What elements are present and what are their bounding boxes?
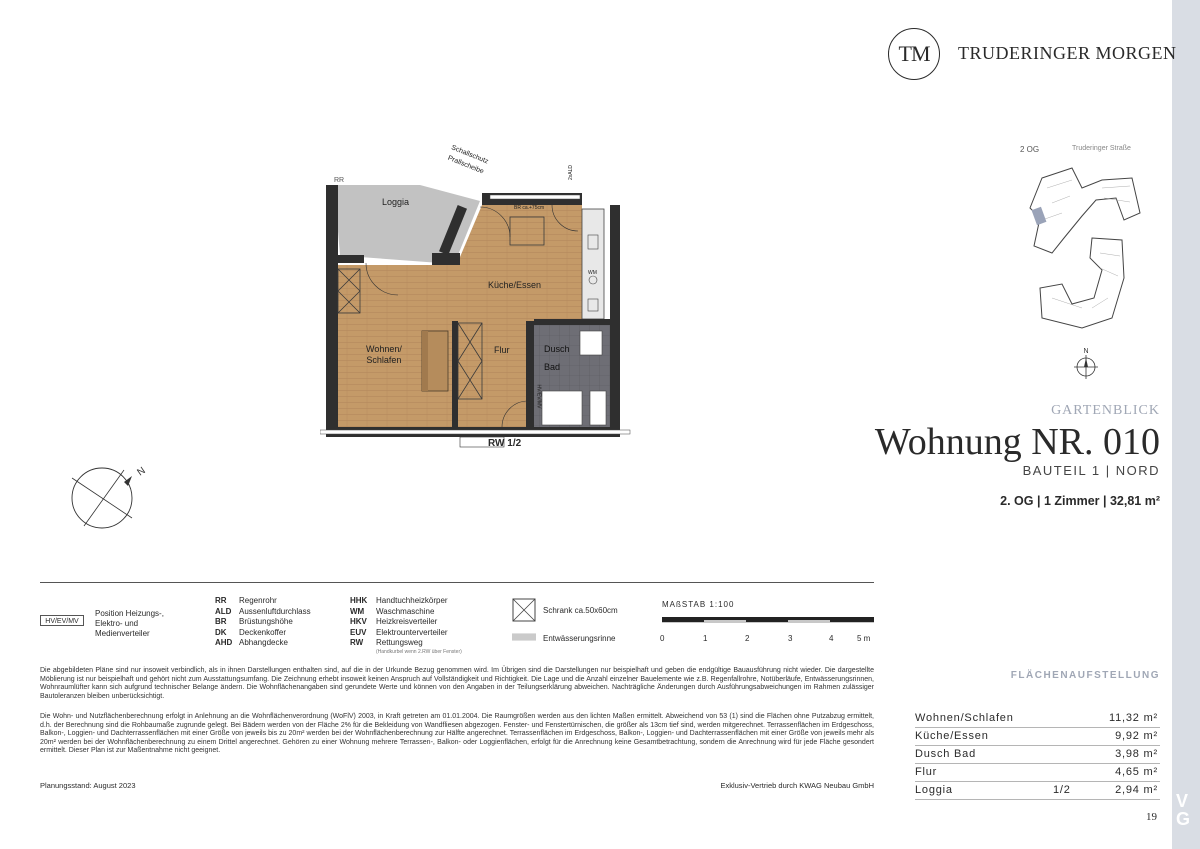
plan-date: Planungsstand: August 2023	[40, 781, 136, 790]
disclaimer-plans: Die abgebildeten Pläne sind nur insoweit verbindlich, als in ihnen Darstellungen enthalten sind, auf die in der Urkunde Bezug genommen wird. Im Übrigen sind die Darstellungen nur beispielhaft und geben die endgültige Bauausführung nicht wieder. Die dargestellte Möblierung ist nur beispielhaft und gehört nicht zum Ausstattungsumfang. Die Zeichnung erhebt insoweit keinen Anspruch auf Vollständigkeit und Richtigkeit. Die Lage und die Anzahl einzelner Bauelemente wie z.B. Regenfallrohre, Notüberläufe, Entwässerungsrinnen, Wohnraumlüfter kann sich aufgrund technischer Belange ändern. Die Wohnflächenangaben sind gerundete Werte und können von den Angaben in der Teilungserklärung abweichen. Nachträgliche Änderungen durch Ausführungsabweichungen im Rahmen zulässiger Bautoleranzen bleiben unberücksichtigt.	[40, 667, 874, 700]
area-row: Flur 4,65 m²	[915, 764, 1160, 782]
area-table-title: FLÄCHENAUFSTELLUNG	[1010, 670, 1160, 681]
page-title: Wohnung NR. 010	[874, 421, 1160, 463]
abbr-row: AHD Abhangdecke	[215, 638, 288, 647]
ald-label: 2xALD	[568, 164, 575, 181]
logo-monogram: TM	[888, 28, 940, 80]
building-label: BAUTEIL 1 | NORD	[1022, 463, 1160, 478]
page-edge-strip	[1172, 0, 1200, 849]
abbr-row: HKV Heizkreisverteiler	[350, 617, 438, 626]
scale-bar	[662, 617, 874, 625]
hv-legend-box: HV/EV/MV	[40, 615, 84, 626]
scale-tick: 1	[703, 634, 708, 643]
abbr-row: WM Waschmaschine	[350, 606, 435, 616]
rr-label: RR	[334, 177, 345, 184]
scale-tick: 2	[745, 634, 750, 643]
scale-label: MAßSTAB 1:100	[662, 600, 735, 609]
area-row: Küche/Essen 9,92 m²	[915, 728, 1160, 746]
keyplan-floor: 2 OG	[1020, 145, 1040, 154]
drain-symbol-icon	[512, 633, 536, 641]
area-row: Loggia 1/2 2,94 m²	[915, 782, 1160, 800]
brand-name: TRUDERINGER MORGEN	[958, 43, 1177, 63]
room-wohnen: Wohnen/ Schlafen	[366, 344, 402, 365]
north-arrow-icon	[1072, 346, 1100, 380]
wm-label: WM	[588, 270, 597, 276]
abbr-row: DK Deckenkoffer	[215, 627, 286, 637]
room-bad: Bad	[544, 362, 561, 372]
page-number: 19	[1146, 811, 1157, 823]
abbreviation-list-1	[215, 596, 345, 649]
room-flur: Flur	[494, 345, 510, 355]
abbr-row: HHK Handtuchheizkörper	[350, 596, 448, 605]
br-label: BR ca.+75cm	[514, 205, 545, 211]
sales-credit: Exklusiv-Vertrieb durch KWAG Neubau GmbH	[720, 781, 874, 790]
wardrobe-legend-label: Schrank ca.50x60cm	[543, 606, 618, 615]
edge-watermark: V G	[1176, 791, 1191, 829]
abbreviation-list-2	[350, 596, 500, 657]
floor-plan	[320, 145, 632, 460]
keyplan-street: Truderinger Straße	[1072, 145, 1131, 152]
room-dusch: Dusch	[544, 344, 570, 354]
drain-legend-label: Entwässerungsrinne	[543, 634, 616, 643]
compass-north-label: N	[135, 465, 148, 479]
abbr-row: RW Rettungsweg	[350, 638, 423, 647]
area-row: Wohnen/Schlafen 11,32 m²	[915, 710, 1160, 728]
scale-tick: 5 m	[857, 634, 871, 643]
keyplan-image	[1012, 158, 1162, 338]
legend-divider	[40, 582, 874, 583]
wardrobe-symbol-icon	[512, 598, 536, 622]
hv-legend-desc: Position Heizungs-, Elektro- und Medienverteiler	[95, 609, 164, 638]
rescue-route-label: RW 1/2	[488, 438, 522, 449]
abbr-row: ALD Aussenluftdurchlass	[215, 606, 311, 616]
scale-tick: 0	[660, 634, 665, 643]
area-row: Dusch Bad 3,98 m²	[915, 746, 1160, 764]
rw-note: (Handkurbel wenn 2.RW über Fenster)	[376, 648, 462, 655]
abbr-row: BR Brüstungshöhe	[215, 617, 293, 626]
hv-plan-label: HV/EV/MV	[535, 384, 542, 409]
compass-icon	[66, 462, 156, 532]
scale-tick: 3	[788, 634, 793, 643]
schallschutz-label: Schallschutz Prallscheibe	[446, 144, 490, 176]
abbr-row: EUV Elektrounterverteiler	[350, 627, 448, 637]
room-kueche: Küche/Essen	[488, 280, 542, 290]
north-arrow-label: N	[1083, 348, 1089, 355]
room-loggia: Loggia	[382, 197, 410, 207]
subtitle: GARTENBLICK	[1051, 403, 1160, 418]
scale-tick: 4	[829, 634, 834, 643]
unit-facts: 2. OG | 1 Zimmer | 32,81 m²	[1000, 494, 1160, 508]
abbr-row: RR Regenrohr	[215, 596, 277, 605]
disclaimer-area-calc: Die Wohn- und Nutzflächenberechnung erfolgt in Anlehnung an die Wohnflächenverordnung (WoFlV) 2003, in Kraft getreten am 01.01.2004. Die Raumgrößen werden aus den lichten Maßen ermittelt. Abweichend von 53 (1) sind die Flächen ohne Putzabzug ermittelt, d.h. der Berechnung sind die Rohbaumaße zugrunde gelegt. Bei Bädern werden von der Fläche 2% für die Bekleidung von Wandfliesen abgezogen. Fenster- und Fenstertürnischen, die größer als 13cm tief sind, werden mitgerechnet. Terrassenflächen im Erdgeschoss, Balkon-, Loggien- und Dachterrassenflächen mit einer Größe von jeweils bis zu 20m² werden bei der Wohnflächenberechnung zur Hälfte angerechnet. Terrassenflächen im Erdgeschoss, Balkon-, Loggien- und Dachterrassenflächen mit einer Größe von jeweils mehr als 20m² werden bei der Wohnflächenberechnung zu einem Drittel angerechnet. Gehören zu einer Wohnung mehrere Terrassen-, Balkon- oder Loggienflächen, erfolgt für die Anrechnung keine Gesamtbetrachtung, sondern die Anrechnung wird für jede Fläche gesondert ermittelt. Dieser Plan ist zur Maßentnahme nicht geeignet.	[40, 713, 874, 754]
area-table	[915, 710, 1160, 800]
